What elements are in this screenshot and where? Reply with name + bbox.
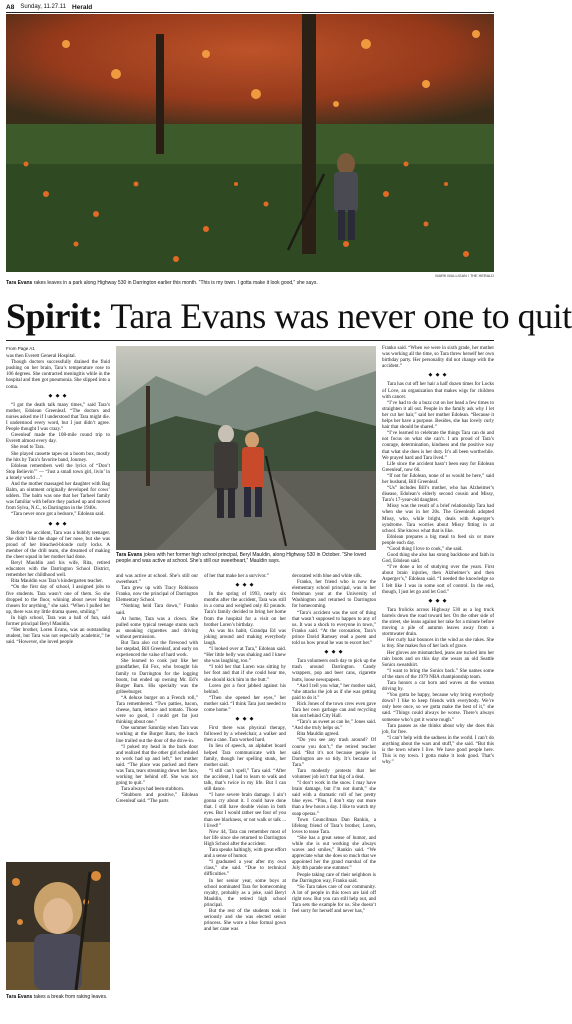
paragraph: Tara volunteers each day to pick up the trash around Darrington. Candy wrappers, pop and beer cans, cigarette butts, loose newspapers. [292,659,376,683]
section-separator: ◆ ◆ ◆ [324,650,344,656]
paragraph: decorated with blue and white silk. [292,574,362,579]
paragraph: Greenleaf made the 108-mile round trip to Everett almost every day. [6,433,110,445]
paragraph: “I got the death talk many times,” said Tara’s mother, Edolean Greenleaf. “The doctors and nurses asked me if I understood that Tara might die. I understood every word, but I just didn’t agree. People thought I was crazy.” [6,402,110,433]
article-column-4 [292,574,376,994]
paragraph: Tara speaks haltingly, with great effort and a sense of humor. [204,848,286,860]
paragraph: “Good thing I love to cook,” she said. [387,547,463,552]
caption-name: Tara Evans [6,994,33,1000]
paragraph: Before the accident, Tara was a bubbly teenager. She didn’t like the shape of her nose, but she was proud of her bleached-blonde curly locks. A member of the drill team, she dreamed of making the cheer squad in her mother had done. [6,530,110,560]
paragraph: “I still can’t spell,” Tara said. “After the accident, I had to learn to walk and talk, that’s twice in my life. But I can still dance. [204,768,286,793]
section-separator: ◆ ◆ ◆ [48,393,68,399]
paragraph: “On the first day of school, I assigned jobs to five students. Tara wasn’t one of them. So she dropped to the floor, whining about never being chosen for anything,” she said. “When I pulled her up, there was my little drama queen, smiling.” [6,585,110,615]
paragraph: Missy was the result of a brief relationship Tara had when she was in her 20s. The Greenleafs adopted Missy, who, while bright, deals with Asperger’s syndrome. Tara worries about Missy fitting in at school. She knows what that is like. [382,504,494,534]
paragraph: First there was physical therapy, followed by a wheelchair, a walker and then a cane. Tara worked hard. [204,726,286,744]
paragraph: One summer Saturday when Tara was working at the Burger Barn, the lunch line trailed out the door of the drive-in. [116,726,198,744]
paragraph: In the spring of 1993, nearly six months after the accident, Tara was still in a coma and weighed only 82 pounds. Tara’s family decided to bring her home from the hospital for a visit on her brother Loren’s birthday. [204,592,286,628]
leaves-photo-illustration [6,14,494,272]
paragraph: At home, Tara was a clown. She pulled some typical teenage stunts such as sneaking cigarettes and driving without permission. [116,616,198,640]
paragraph: In lieu of speech, an alphabet board helped Tara communicate with her family, though her spelling stunk, her mother said. [204,744,286,768]
headline-rule [6,340,494,341]
paragraph: “I want to bring the Sonics back.” She names some of the stars of the 1979 NBA championship team. [382,668,494,680]
highway-photo-illustration [116,346,376,550]
paragraph: “Stubborn and positive,” Edolean Greenleaf said. “The parts [116,793,198,805]
paragraph: Now 44, Tara can remember most of her life since she returned to Darrington High School after the accident. [204,829,286,847]
paragraph: Tara always had been stubborn. [121,787,185,793]
paragraph: “If not for Edolean, none of us would be here,” said her husband, Bill Greenleaf. [382,473,494,485]
paragraph: Tara grew up with Tracy Robinson Franko, now the principal of Darrington Elementary School. [116,586,198,604]
paragraph: Rick Jones of the town crew even gave Tara her own garbage can and recycling bin out behind City Hall. [292,701,376,720]
mid-photo [116,346,376,550]
paragraph: As was his habit, Grandpa Ed was joking around and making everybody laugh. [204,628,286,646]
paragraph: “Then she opened her eyes,” her mother said. “I think Tara just needed to come home.” [204,695,286,713]
bottom-photo [6,862,110,990]
paragraph: “You gotta be happy, because why bring everybody down? I like to keep friends with everybody. We’re only here once, so we gotta make the best of it,” she said. “Things could always be worse. There’s always someone who’s got it worse rough.” [382,693,494,723]
paragraph: Tara modestly protests that her volunteer job isn’t that big of a deal. [292,768,376,780]
section-separator: ◆ ◆ ◆ [235,717,255,723]
paragraph: “I graduated a year after my own class,” she said. “Due to technical difficulties.” [204,860,286,878]
paragraph: She learned to cook just like her grandfather, Ed Fox, who brought his family to Darrington for the logging boom, but ended up owning Mr. Ed’s Burger Barn. His specialty was the gribeeburger. [116,659,198,695]
paragraph: “Us” includes Bill’s mother, who has Alzheimer’s disease, Edolean’s elderly second cousin and Missy, Tara’s 17-year-old daughter. [382,486,494,504]
paragraph: “Do you see any trash around? Of course you don’t,” the retired teacher said. “But it’s not because people in Darrington are so tidy. It’s because of Tara.” [292,738,376,768]
caption-text: takes a break from raking leaves. [32,994,108,1000]
top-photo [6,14,494,272]
section-separator: ◆ ◆ ◆ [428,373,448,379]
section-separator: ◆ ◆ ◆ [428,598,448,604]
caption-text: jokes with her former high school principal, Beryl Mauldin, along Highway 530 in October. “She loved people and was active at school. She’s still our sweetheart,” Mauldin says. [116,552,367,564]
page-folio [6,2,494,12]
section-separator: ◆ ◆ ◆ [48,521,68,527]
paragraph: “A deluxe burger on a French roll,” Tara remembered. “Two patties, bacon, cheese, ham, lettuce and tomato. Those were so good, I could get fat just thinking about one.” [116,695,198,726]
paragraph: Beryl Mauldin and his wife, Rita, retired educators with the Darrington School District, remember her childhood well. [6,561,110,579]
page-date: Sunday, 11.27.11 [20,4,67,10]
paragraph: “Tara’s accident was the sort of thing that wasn’t supposed to happen to any of us. It was a shock to everyone in town,” Franko said. “At the coronation, Tara’s prince David Ramsey read a poem and told us how proud he was to escort her.” [292,610,376,647]
paragraph: “I have severe brain damage. I ain’t gonna cry about it. I could have done that. I still have double vision in both eyes. But I would rather see four of you than see blackness, or not walk or talk ... I lived!” [204,793,286,829]
caption-text: rakes leaves in a park along Highway 530 in Darrington earlier this month. “This is my town. I gotta make it look good,” she says. [32,280,318,286]
paragraph: And the mother massaged her daughter with Bag Balm, an ointment originally developed for cows’ udders. The balm was one that her Tarheel family was familiar with before they packed up and moved from Sylva, N.C., to Darrington in the 1940s. [6,481,110,512]
paragraph: “I poked my head in the back door and realized that the other girl scheduled to work had up and left,” her mother said. “The place was packed and there was Tara, tears streaming down her face, working her behind off. She was not going to quit.” [116,744,198,787]
paragraph: She played cassette tapes on a boom box, mostly the hits by Tara’s favorite band, Journey. [6,451,110,463]
paragraph: Though doctors successfully drained the fluid pushing on her brain, Tara’s temperature rose to 106 degrees. She contracted meningitis while in the hospital and then got pneumonia. She slipped into a coma. [6,360,110,390]
paragraph: “I told her that Loren was sitting by her foot and that if she could hear me, she should kick him in the butt.” [204,665,286,683]
paragraph: was then Everett General Hospital. [6,354,76,360]
paragraph: “So Tara takes care of our community. A lot of people in this town are laid off right now. But you can still help out, and Tara sets the example for us. She doesn’t feel sorry for herself and never has,” [292,884,376,915]
paragraph: She read to Tara. [11,445,45,451]
article-column-5 [382,346,494,994]
paragraph: Tara pauses as she thinks about why she does this job, for free. [382,723,494,735]
paragraph: But Tara also cut the firewood with her stepdad, Bill Greenleaf, and early on experienced the value of hard work. [116,641,198,659]
section-separator: ◆ ◆ ◆ [235,583,255,589]
jump-line: From Page A1 [6,346,35,351]
paragraph: “I’ve learned to celebrate the things Tara can do and not focus on what she can’t. I am proud of Tara’s courage, determination, kindness and the positive way that what she does is her duty. It’s all been worthwhile. We prayed hard and Tara lived.” [382,431,494,461]
paragraph: “And I tell you what,” her mother said, “she attacks the job as if she was getting paid to do it.” [292,683,376,701]
paragraph: “Tara’s as sweet as can be,” Jones said. “And she truly helps us.” [292,720,376,732]
paragraph: Tara frolicks across Highway 530 as a log truck barrels down the road toward her. On the other side of the street, she leans against her rake for a minute before moving a pile of autumn leaves away from a stormwater drain. [382,607,494,638]
paragraph: Loren got a foot jabbed against his behind. [204,683,286,695]
folio-rule [6,12,494,13]
top-photo-credit: MARK MULLIGAN / THE HERALD [435,274,494,278]
paragraph: Town Councilman Dan Rankin, a lifelong friend of Tara’s brother, Loren, loves to tease Tara. [292,817,376,835]
portrait-photo-illustration [6,862,110,990]
top-photo-caption [6,280,494,286]
page-number: A8 [6,3,15,11]
paragraph: Tara has cut off her hair a half dozen times for Locks of Love, an organization that makes wigs for children with cancer. [382,382,494,400]
paragraph: “I looked over at Tara,” Edolean said. “Her little belly was shaking and I knew she was laughing, too.” [204,647,286,665]
headline [6,294,572,338]
paragraph: “I don’t work in the snow. I may have brain damage, but I’m not dumb,” she said with a dramatic roll of her pretty blue eyes. “Plus, I don’t stay out more than a few hours a day. I like to watch my soap operas.” [292,781,376,817]
paragraph: Life since the accident hasn’t been easy for Edolean Greenleaf, now 66. [382,461,494,473]
paragraph: “Her brother, Loren Evans, was an outstanding student, but Tara was not especially academic,” he said. “However, she loved people [6,628,110,646]
paragraph: In her senior year, some boys at school nominated Tara for homecoming royalty, probably as a joke, said Beryl Mauldin, the retired high school principal. [204,878,286,908]
paragraph: “I’ve done a lot of studying over the years. First about brain injuries, then Alzheimer’s and then Asperger’s,” Edolean said. “I needed the knowledge so I felt like I was in some sort of control. In the end, though, I just let go and let God.” [382,565,494,595]
paragraph: People taking care of their neighbors is the Darrington way, Franko said. [292,872,376,884]
headline-text: Tara Evans was never one to quit [102,296,572,336]
paragraph: In high school, Tara was a ball of fun, said former principal Beryl Mauldin. [6,615,110,628]
paragraph: of her that make her a survivor.” [204,574,269,579]
paragraph: Her gloves are mismatched, jeans are tucked into her rain boots and on this day she wears an old Seattle Sonics sweatshirt. [382,650,494,668]
caption-name: Tara Evans [116,552,143,558]
paragraph: “She has a great sense of humor, and while she is out working she always waves and smiles,” Rankin said. “We appreciate what she does so much that we appointed her the grand marshal of the July 4th parade one summer.” [292,835,376,872]
paragraph: Tara honors a car horn and waves at the woman driving by. [382,680,494,693]
paragraph: Franko, her friend who is now the elementary school principal, was in her freshman year at the University of Washington and returned to Darrington for homecoming. [292,580,376,610]
paragraph: Edolean remembers well the lyrics of “Don’t Stop Believin’” — “Just a small town girl, livin’ in a lonely world ...” [6,463,110,481]
paragraph: But the rest of the students took it seriously and she was elected senior princess. She wore a blue formal gown and her cane was [204,908,286,933]
paragraph: Rita Mauldin was Tara’s kindergarten teacher. [11,579,103,585]
paragraph: Good thing she also has strong backbone and faith in God, Edolean said. [382,553,494,565]
paragraph: Her curly hair bounces in the wind as she rakes. She is tiny. She makes fun of her lack of grace. [382,638,494,650]
paragraph: and was active at school. She’s still our sweetheart.” [116,574,198,586]
headline-kicker: Spirit: [6,296,103,336]
paragraph: “Tara never once got a bedsore,” Edolean said. [11,512,105,518]
mid-photo-caption [116,552,376,564]
paragraph: “I’ve had to do a buzz cut on her head a few times to straighten it all out. People in the family ask why I let her cut her hair,” said her mother Edolean. “Because it helps her have a purpose. Besides, she has lovely curly hair that should be shared.” [382,400,494,431]
paragraph: Franko said. “When we were in sixth grade, her mother was working all the time, so Tara threw herself her own birthday party. Her personality did not change with the accident.” [382,346,494,370]
paragraph: Edolean prepares a big meal to feed six or more people each day. [382,534,494,546]
bottom-photo-caption [6,994,110,1000]
paragraph: Rita Mauldin agreed. [297,732,340,738]
paragraph: “I can’t help with the sadness in the world. I can’t do anything about the wars and stuff,” she said. “But this is the town where I live. We have good people here. This is my town. I gotta make it look good. That’s why.” [382,735,494,766]
paper-name: Herald [72,3,93,11]
caption-name: Tara Evans [6,280,33,286]
article-column-1 [6,346,110,858]
article-column-3 [204,574,286,994]
paragraph: “Nothing held Tara down,” Franko said. [116,604,198,616]
article-column-2 [116,574,198,994]
